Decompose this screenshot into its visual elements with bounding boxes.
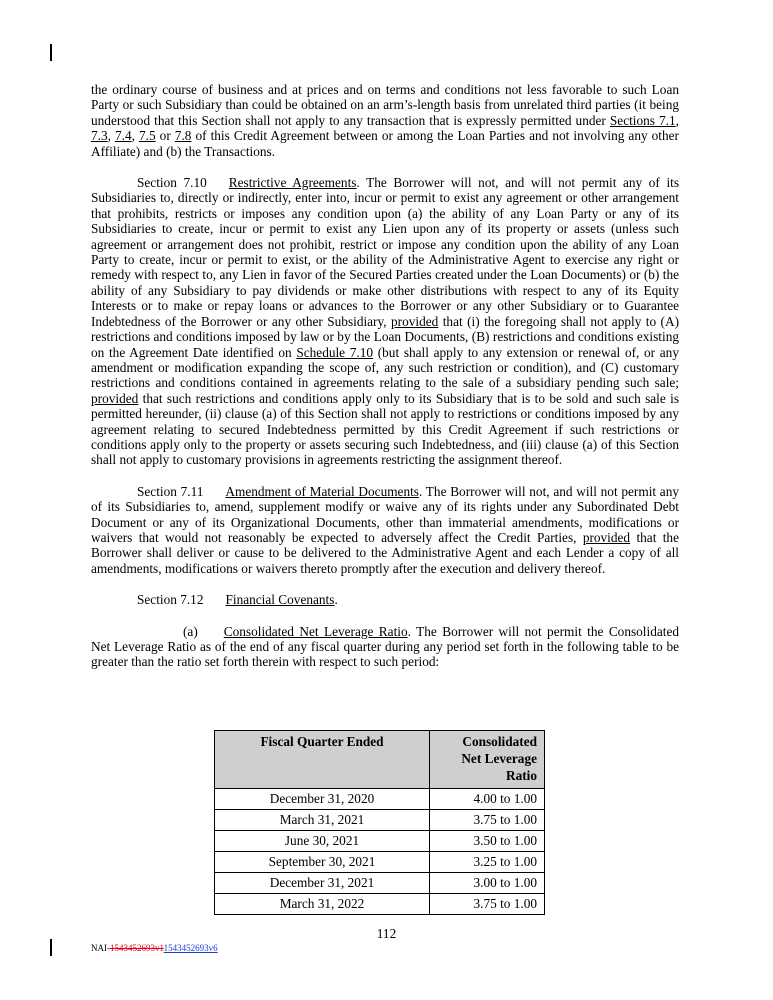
document-footer-id: NAI-1543452693v11543452693v6 xyxy=(91,943,218,953)
ratio-cell: 3.00 to 1.00 xyxy=(430,873,545,894)
provided-term: provided xyxy=(391,313,439,329)
section-number: Section 7.11 xyxy=(137,483,204,499)
section-7-11: Section 7.11 Amendment of Material Documents. The Borrower will not, and will not permit any of its Subsidiaries to, amend, supplement modify or waive any of its rights under any Subordinated Debt Document or any of its Organizational Documents, other than immaterial amendments, modifications or waivers that would not reasonably be expected to adversely affect the Credit Parties, provided that the Borrower shall deliver or cause to be delivered to the Administrative Agent and each Lender a copy of all amendments, modifications or waivers thereto promptly after the execution and delivery thereof. xyxy=(91,483,679,576)
section-number: Section 7.10 xyxy=(137,175,207,191)
clause-a: (a) Consolidated Net Leverage Ratio. The Borrower will not permit the Consolidated Net Leverage Ratio as of the end of any fiscal quarter during any period set forth in the following table to be greater than the ratio set forth therein with respect to such period: xyxy=(91,623,679,670)
change-bar-top xyxy=(50,44,52,61)
deleted-doc-version: 1543452693v1 xyxy=(110,943,164,953)
section-ref-7-4: 7.4 xyxy=(115,128,132,144)
clause-label: (a) xyxy=(183,623,198,639)
ratio-cell: 4.00 to 1.00 xyxy=(430,789,545,810)
section-7-12: Section 7.12 Financial Covenants. xyxy=(137,592,338,608)
quarter-cell: March 31, 2022 xyxy=(215,894,430,915)
paragraph-intro: the ordinary course of business and at prices and on terms and conditions not less favorable to such Loan Party or such Subsidiary than could be obtained on an arm’s-length basis from unrelated third parties (it being understood that this Section shall not apply to any transaction that is expressly permitted under Sections 7.1, 7.3, 7.4, 7.5 or 7.8 of this Credit Agreement between or among the Loan Parties and not involving any other Affiliate) and (b) the Transactions. xyxy=(91,82,679,159)
page-number: 112 xyxy=(376,926,397,941)
table-row xyxy=(215,873,545,894)
ratio-cell: 3.75 to 1.00 xyxy=(430,810,545,831)
provided-term: provided xyxy=(582,529,631,545)
quarter-cell: December 31, 2020 xyxy=(215,789,430,810)
document-body xyxy=(91,82,679,686)
section-ref-7-8: 7.8 xyxy=(174,128,192,144)
quarter-cell: September 30, 2021 xyxy=(215,852,430,873)
quarter-cell: December 31, 2021 xyxy=(215,873,430,894)
table-row xyxy=(215,894,545,915)
section-ref-7-3: 7.3 xyxy=(91,128,108,144)
table-row xyxy=(215,789,545,810)
clause-title: Consolidated Net Leverage Ratio xyxy=(223,623,408,639)
section-ref-7-5: 7.5 xyxy=(139,128,156,144)
schedule-ref: Schedule 7.10 xyxy=(296,344,374,360)
provided-term: provided xyxy=(91,390,139,406)
leverage-ratio-table xyxy=(214,730,545,915)
quarter-cell: March 31, 2021 xyxy=(215,810,430,831)
ratio-cell: 3.25 to 1.00 xyxy=(430,852,545,873)
quarter-cell: June 30, 2021 xyxy=(215,831,430,852)
section-title: Amendment of Material Documents xyxy=(225,483,419,499)
ratio-cell: 3.75 to 1.00 xyxy=(430,894,545,915)
section-title: Restrictive Agreements xyxy=(228,175,357,191)
inserted-doc-version: 1543452693v6 xyxy=(163,943,218,953)
ratio-cell: 3.50 to 1.00 xyxy=(430,831,545,852)
section-title: Financial Covenants xyxy=(225,592,335,608)
table-row xyxy=(215,831,545,852)
section-number: Section 7.12 xyxy=(137,592,204,608)
header-net-leverage-ratio: Consolidated Net Leverage Ratio xyxy=(430,731,545,789)
section-7-10: Section 7.10 Restrictive Agreements. The Borrower will not, and will not permit any of its Subsidiaries to, directly or indirectly, enter into, incur or permit to exist any agreement or other arrangement that prohibits, restricts or imposes any condition upon (a) the ability of any Loan Party or any of its Subsidiaries to create, incur or permit to exist any Lien upon any of its property or assets (unless such agreement or arrangement does not prohibit, restrict or impose any condition upon the ability of any Loan Party to create, incur or permit to exist, or the ability of the Administrative Agent to exercise any right or remedy with respect to, any Lien in favor of the Secured Parties created under the Loan Documents) or (b) the ability of any Subsidiary to pay dividends or make other distributions with respect to any of its Equity Interests or to make or repay loans or advances to the Borrower or any other Subsidiary or to Guarantee Indebtedness of the Borrower or any other Subsidiary, provided that (i) the foregoing shall not apply to (A) restrictions and conditions imposed by law or by the Loan Documents, (B) restrictions and conditions existing on the Agreement Date identified on Schedule 7.10 (but shall apply to any extension or renewal of, or any amendment or modification expanding the scope of, any such restriction or condition), and (C) customary restrictions and conditions contained in agreements relating to the sale of a subsidiary pending such sale; provided that such restrictions and conditions apply only to its Subsidiary that is to be sold and such sale is permitted hereunder, (ii) clause (a) of this Section shall not apply to restrictions or conditions imposed by any agreement relating to secured Indebtedness permitted by this Credit Agreement if such restrictions or conditions apply only to the property or assets securing such Indebtedness, and (iii) clause (a) of this Section shall not apply to customary provisions in agreements restricting the assignment thereof. xyxy=(91,175,680,468)
table-row xyxy=(215,852,545,873)
table-header-row xyxy=(215,731,545,789)
header-fiscal-quarter: Fiscal Quarter Ended xyxy=(215,731,430,789)
section-ref-7-1: Sections 7.1 xyxy=(609,112,676,128)
table-row xyxy=(215,810,545,831)
